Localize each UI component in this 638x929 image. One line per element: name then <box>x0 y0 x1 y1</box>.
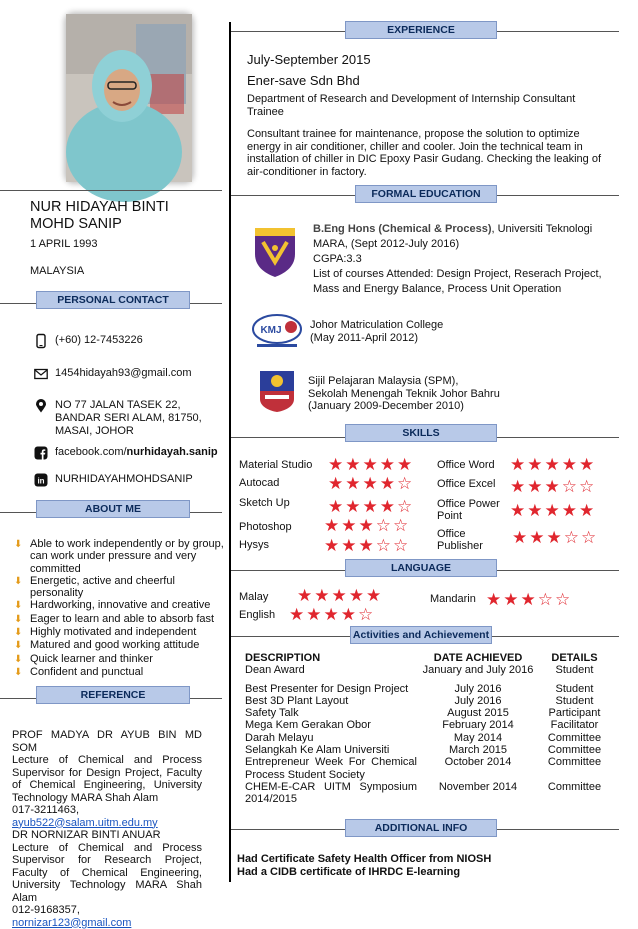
skill-label: Photoshop <box>239 521 292 533</box>
table-cell: Safety Talk <box>245 707 299 720</box>
about-item-text: Confident and punctual <box>30 665 144 678</box>
table-cell: Committee <box>547 744 602 757</box>
table-row <box>245 732 610 744</box>
table-cell: February 2014 <box>442 719 514 732</box>
svg-text:KMJ: KMJ <box>260 325 282 336</box>
table-cell: Committee <box>547 780 602 793</box>
bullet-arrow-icon: ⬇ <box>14 627 23 639</box>
about-item <box>14 538 226 575</box>
facebook-link[interactable] <box>55 446 218 459</box>
table-row <box>245 683 610 695</box>
table-cell: July 2016 <box>454 682 502 695</box>
about-item <box>14 653 226 666</box>
table-cell: Student <box>555 694 594 707</box>
table-cell: November 2014 <box>438 780 518 793</box>
about-item <box>14 666 226 679</box>
experience-period: July-September 2015 <box>247 52 371 67</box>
about-item <box>14 575 226 600</box>
table-row <box>245 695 610 707</box>
education-2 <box>310 319 443 344</box>
linkedin-icon <box>34 473 48 487</box>
about-item <box>14 626 226 639</box>
facebook-user: nurhidayah.sanip <box>126 446 218 458</box>
smk-teknik-logo-icon <box>256 369 298 413</box>
reference-1-name: PROF MADYA DR AYUB BIN MD SOM <box>12 729 202 754</box>
bullet-arrow-icon: ⬇ <box>14 575 23 587</box>
name-line-2: MOHD SANIP <box>30 216 122 232</box>
about-item-text: Hardworking, innovative and creative <box>30 599 211 612</box>
skill-label: Material Studio <box>239 459 313 471</box>
full-name <box>30 199 169 233</box>
skill-label: Autocad <box>239 477 280 489</box>
table-cell: Selangkah Ke Alam Universiti <box>245 744 390 757</box>
table-cell: CHEM-E-CAR UITM Symposium 2014/2015 <box>245 780 417 806</box>
about-item-text: Eager to learn and able to absorb fast <box>30 612 215 625</box>
skill-rating-stars: ★★★☆☆ <box>510 477 597 496</box>
education-3-line-3: (January 2009-December 2010) <box>308 400 464 412</box>
table-cell: March 2015 <box>448 744 508 757</box>
contact-phone <box>34 334 143 348</box>
table-cell: Best Presenter for Design Project <box>245 682 409 695</box>
skill-label: Sketch Up <box>239 497 290 509</box>
column-divider <box>229 22 231 882</box>
uitm-logo-icon <box>253 226 297 278</box>
language-rating-stars: ★★★★★ <box>297 586 384 605</box>
bullet-arrow-icon: ⬇ <box>14 600 23 612</box>
table-cell: Committee <box>547 756 602 769</box>
country: MALAYSIA <box>30 265 85 277</box>
personal-contact-heading: PERSONAL CONTACT <box>36 291 190 309</box>
table-cell: August 2015 <box>447 707 509 720</box>
table-row <box>245 744 610 756</box>
skill-label: Office Word <box>437 459 495 471</box>
reference-2-phone: 012-9168357, <box>12 904 80 916</box>
table-cell: July 2016 <box>454 694 502 707</box>
location-pin-icon <box>34 399 48 413</box>
contact-email <box>34 367 192 381</box>
experience-heading: EXPERIENCE <box>345 21 497 39</box>
name-line-1: NUR HIDAYAH BINTI <box>30 199 169 215</box>
table-cell: Dean Award <box>245 664 305 677</box>
additional-line-1: Had Certificate Safety Health Officer from NIOSH <box>237 853 492 865</box>
kmj-logo-icon <box>251 313 303 349</box>
linkedin-name[interactable]: NURHIDAYAHMOHDSANIP <box>55 473 193 485</box>
facebook-prefix: facebook.com/ <box>55 446 127 458</box>
email-address[interactable]: 1454hidayah93@gmail.com <box>55 367 192 379</box>
left-divider-1 <box>0 190 222 191</box>
table-cell: Best 3D Plant Layout <box>245 694 349 707</box>
activities-table <box>245 652 610 806</box>
skill-rating-stars: ★★★★★ <box>510 501 597 520</box>
language-label: Mandarin <box>430 593 476 605</box>
about-item-text: Energetic, active and cheerful personality <box>30 574 175 600</box>
envelope-icon <box>34 367 48 381</box>
experience-department: Department of Research and Development of Internship Consultant Trainee <box>247 93 576 118</box>
about-item-text: Matured and good working attitude <box>30 639 200 652</box>
additional-info-heading: ADDITIONAL INFO <box>345 819 497 837</box>
table-row <box>245 756 610 781</box>
facebook-icon <box>34 446 48 460</box>
education-1 <box>313 222 613 297</box>
table-header-cell: DESCRIPTION <box>245 652 321 664</box>
table-cell: Participant <box>548 707 601 720</box>
education-1-school: , Universiti Teknologi MARA, (Sept 2012-July 2016) <box>313 223 593 250</box>
skill-rating-stars: ★★★★☆ <box>328 474 415 493</box>
about-item <box>14 613 226 626</box>
bullet-arrow-icon: ⬇ <box>14 613 23 625</box>
education-1-degree: B.Eng Hons (Chemical & Process) <box>313 223 492 235</box>
date-of-birth: 1 APRIL 1993 <box>30 238 98 250</box>
table-cell: January and July 2016 <box>422 664 534 677</box>
about-me-list <box>14 538 226 679</box>
education-3 <box>308 375 500 413</box>
bullet-arrow-icon: ⬇ <box>14 666 23 678</box>
reference-2-name: DR NORNIZAR BINTI ANUAR <box>12 829 161 841</box>
reference-heading: REFERENCE <box>36 686 190 704</box>
activities-heading: Activities and Achievement <box>350 626 492 644</box>
address-line-3: MASAI, JOHOR <box>55 425 134 437</box>
about-item-text: Quick learner and thinker <box>30 652 153 665</box>
table-cell: Student <box>555 664 594 677</box>
language-label: Malay <box>239 591 269 603</box>
table-header-row <box>245 652 610 664</box>
education-3-line-2: Sekolah Menengah Teknik Johor Bahru <box>308 387 500 400</box>
skill-label: Office Power Point <box>437 498 500 522</box>
experience-company: Ener-save Sdn Bhd <box>247 73 360 88</box>
table-row <box>245 707 610 719</box>
skill-rating-stars: ★★★★★ <box>510 455 597 474</box>
table-cell: Entrepreneur Week For Chemical Process Student Society <box>245 756 417 781</box>
reference-block <box>12 729 202 929</box>
education-1-courses: List of courses Attended: Design Project, Reserach Project, Mass and Energy Balance, Process Unit Operation <box>313 268 602 295</box>
about-item-text: Able to work independently or by group, can work under pressure and very committed <box>30 538 224 575</box>
skill-rating-stars: ★★★★★ <box>328 455 415 474</box>
reference-1-desc: Lecture of Chemical and Process Supervisor for Design Project, Faculty of Chemical Engineering, University Technology MARA Shah Alam <box>12 754 202 804</box>
skill-label: Hysys <box>239 539 269 551</box>
bullet-arrow-icon: ⬇ <box>14 640 23 652</box>
education-2-period: (May 2011-April 2012) <box>310 331 419 344</box>
skill-rating-stars: ★★★★☆ <box>328 497 415 516</box>
table-cell: Facilitator <box>550 719 599 732</box>
contact-facebook[interactable] <box>34 446 218 460</box>
svg-text:in: in <box>37 476 45 486</box>
table-cell: Committee <box>547 731 602 744</box>
skill-rating-stars: ★★★☆☆ <box>324 536 411 555</box>
about-item <box>14 639 226 652</box>
address-line-1: NO 77 JALAN TASEK 22, <box>55 399 181 411</box>
table-cell: October 2014 <box>444 756 512 769</box>
contact-address <box>34 399 202 438</box>
table-cell: May 2014 <box>453 731 503 744</box>
skills-heading: SKILLS <box>345 424 497 442</box>
skill-label: Office Excel <box>437 478 496 490</box>
contact-linkedin[interactable] <box>34 473 193 487</box>
education-1-cgpa: CGPA:3.3 <box>313 253 362 265</box>
reference-1-phone: 017-3211463, <box>12 804 80 816</box>
reference-1-email[interactable]: ayub522@salam.uitm.edu.my <box>12 816 158 829</box>
education-2-school: Johor Matriculation College <box>310 319 444 331</box>
address-line-2: BANDAR SERI ALAM, 81750, <box>55 412 202 424</box>
phone-number: (+60) 12-7453226 <box>55 334 143 346</box>
skill-rating-stars: ★★★☆☆ <box>324 516 411 535</box>
table-cell: Darah Melayu <box>245 731 314 744</box>
table-header-cell: DETAILS <box>551 652 598 664</box>
table-header-cell: DATE ACHIEVED <box>433 652 523 664</box>
phone-icon <box>34 334 48 348</box>
about-me-heading: ABOUT ME <box>36 500 190 518</box>
language-rating-stars: ★★★★☆ <box>289 605 376 624</box>
bullet-arrow-icon: ⬇ <box>14 653 23 665</box>
language-label: English <box>239 609 276 621</box>
table-row <box>245 781 610 806</box>
language-rating-stars: ★★★☆☆ <box>486 590 573 609</box>
language-heading: LANGUAGE <box>345 559 497 577</box>
table-cell: Student <box>555 682 594 695</box>
formal-education-heading: FORMAL EDUCATION <box>355 185 497 203</box>
table-row <box>245 719 610 731</box>
about-item-text: Highly motivated and independent <box>30 626 197 639</box>
skill-rating-stars: ★★★☆☆ <box>512 528 599 547</box>
reference-2-email[interactable]: nornizar123@gmail.com <box>12 916 132 929</box>
additional-line-2: Had a CIDB certificate of IHRDC E-learning <box>237 866 461 878</box>
table-row <box>245 664 610 676</box>
bullet-arrow-icon: ⬇ <box>14 539 23 550</box>
education-3-line-1: Sijil Pelajaran Malaysia (SPM), <box>308 375 459 387</box>
table-cell: Mega Kem Gerakan Obor <box>245 719 371 732</box>
additional-info <box>237 853 491 879</box>
about-item <box>14 599 226 612</box>
skill-label: Office Publisher <box>437 528 483 552</box>
experience-description: Consultant trainee for maintenance, propose the solution to optimize energy in air conditioner, chiller and cooler. Join the technical team in installation of chiller in DIC Epoxy Pasir Gudang. Checking the leaking of air-conditioner in factory. <box>247 128 602 178</box>
reference-2-desc: Lecture of Chemical and Process Supervisor for Research Project, Faculty of Chemical Engineering, University Technology MARA Shah Alam <box>12 841 202 904</box>
profile-photo <box>66 14 192 182</box>
